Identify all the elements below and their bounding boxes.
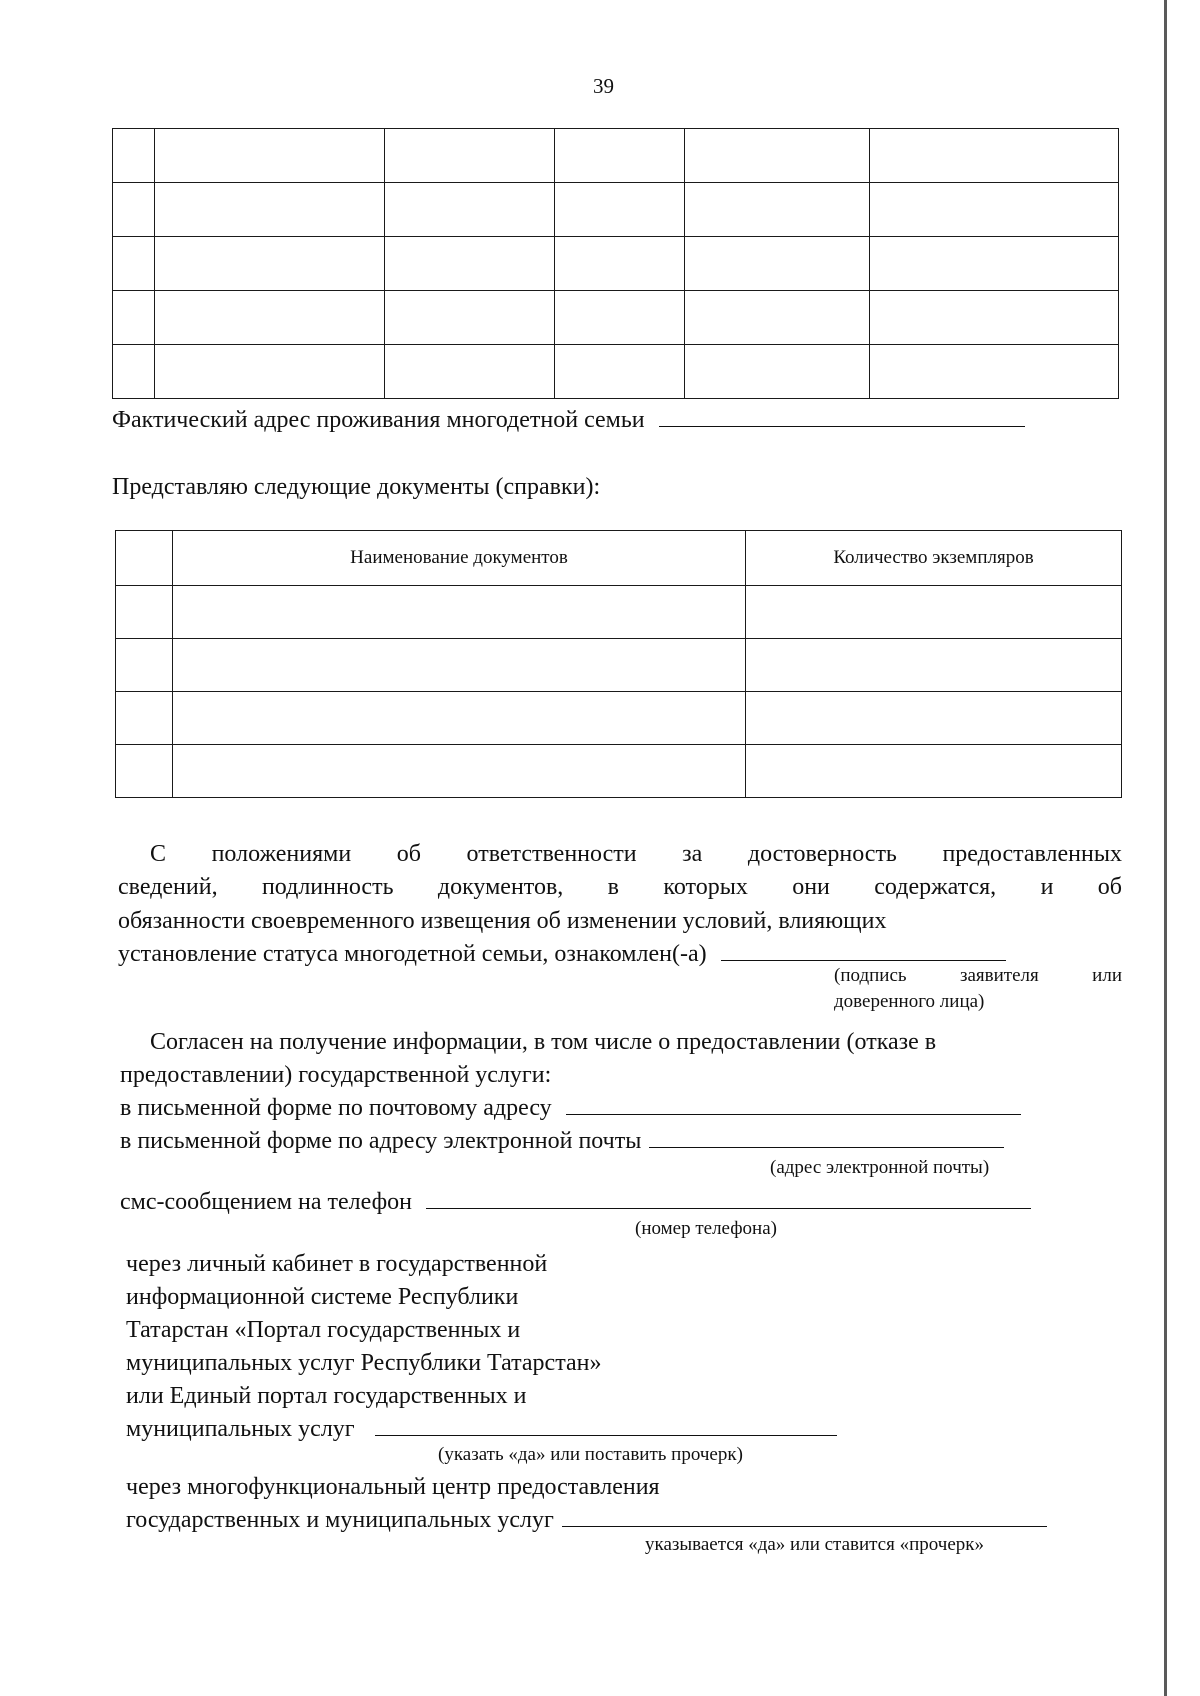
table-cell[interactable] <box>870 129 1119 183</box>
column-header-name: Наименование документов <box>173 531 746 586</box>
table-row <box>113 345 1119 399</box>
table-cell[interactable] <box>870 237 1119 291</box>
table-cell[interactable] <box>155 129 385 183</box>
table-cell[interactable] <box>385 129 555 183</box>
table-cell[interactable] <box>116 639 173 692</box>
portal-line-4: муниципальных услуг Республики Татарстан» <box>126 1350 602 1376</box>
table-cell[interactable] <box>385 291 555 345</box>
table-cell[interactable] <box>113 129 155 183</box>
portal-hint: (указать «да» или поставить прочерк) <box>438 1444 743 1465</box>
consent-mfc-row <box>126 1505 1047 1535</box>
responsibility-line-4: установление статуса многодетной семьи, ознакомлен(-а) <box>118 941 707 967</box>
table-cell[interactable] <box>555 183 685 237</box>
table-cell[interactable] <box>173 745 746 798</box>
signature-hint-line-2: доверенного лица) <box>834 991 985 1012</box>
table-cell[interactable] <box>746 692 1122 745</box>
family-members-table <box>112 128 1119 399</box>
table-cell[interactable] <box>685 129 870 183</box>
portal-line-3: Татарстан «Портал государственных и <box>126 1317 521 1343</box>
table-cell[interactable] <box>116 586 173 639</box>
consent-line-2: предоставлении) государственной услуги: <box>120 1062 552 1088</box>
email-hint: (адрес электронной почты) <box>770 1157 990 1178</box>
signature-hint-line-1: (подпись заявителя или <box>834 965 1122 986</box>
table-cell[interactable] <box>555 345 685 399</box>
consent-sms-row <box>120 1187 1031 1217</box>
mfc-line-2: государственных и муниципальных услуг <box>126 1507 554 1533</box>
documents-table <box>115 530 1122 798</box>
table-row <box>113 291 1119 345</box>
consent-sms-label: смс-сообщением на телефон <box>120 1189 412 1215</box>
responsibility-line-2: сведений, подлинность документов, в которых они содержатся, и об <box>118 874 1122 900</box>
column-header-count: Количество экземпляров <box>746 531 1122 586</box>
table-cell[interactable] <box>113 237 155 291</box>
mfc-answer-blank[interactable] <box>562 1525 1047 1527</box>
postal-address-blank[interactable] <box>566 1113 1021 1115</box>
portal-line-5: или Единый портал государственных и <box>126 1383 527 1409</box>
table-cell[interactable] <box>116 692 173 745</box>
table-cell[interactable] <box>685 183 870 237</box>
table-header-cell <box>116 531 173 586</box>
table-cell[interactable] <box>113 183 155 237</box>
table-cell[interactable] <box>746 586 1122 639</box>
table-cell[interactable] <box>173 639 746 692</box>
portal-answer-blank[interactable] <box>375 1434 837 1436</box>
consent-portal-row <box>126 1414 837 1444</box>
table-cell[interactable] <box>385 345 555 399</box>
table-cell[interactable] <box>746 639 1122 692</box>
page-number: 39 <box>593 74 614 98</box>
table-cell[interactable] <box>155 291 385 345</box>
address-label: Фактический адрес проживания многодетной семьи <box>112 407 645 433</box>
table-cell[interactable] <box>385 237 555 291</box>
mfc-line-1: через многофункциональный центр предоставления <box>126 1474 660 1500</box>
email-address-blank[interactable] <box>649 1146 1004 1148</box>
consent-postal-row <box>120 1093 1021 1123</box>
responsibility-line-3: обязанности своевременного извещения об изменении условий, влияющих <box>118 908 887 934</box>
table-cell[interactable] <box>113 291 155 345</box>
signature-blank[interactable] <box>721 959 1006 961</box>
table-row <box>116 639 1122 692</box>
table-cell[interactable] <box>113 345 155 399</box>
portal-line-6: муниципальных услуг <box>126 1416 355 1442</box>
table-cell[interactable] <box>155 183 385 237</box>
documents-heading: Представляю следующие документы (справки): <box>112 474 601 500</box>
table-cell[interactable] <box>685 291 870 345</box>
table-cell[interactable] <box>870 183 1119 237</box>
table-cell[interactable] <box>870 291 1119 345</box>
consent-email-row <box>120 1126 1004 1156</box>
table-row <box>113 183 1119 237</box>
sms-hint: (номер телефона) <box>635 1218 777 1239</box>
address-blank[interactable] <box>659 425 1025 427</box>
table-row <box>113 237 1119 291</box>
consent-postal-label: в письменной форме по почтовому адресу <box>120 1095 552 1121</box>
table-row <box>116 745 1122 798</box>
table-cell[interactable] <box>746 745 1122 798</box>
page-edge-line <box>1164 0 1167 1696</box>
table-row <box>116 586 1122 639</box>
table-cell[interactable] <box>555 291 685 345</box>
table-cell[interactable] <box>116 745 173 798</box>
table-header-row <box>116 531 1122 586</box>
table-cell[interactable] <box>555 237 685 291</box>
table-cell[interactable] <box>173 586 746 639</box>
responsibility-line-1: С положениями об ответственности за достоверность предоставленных <box>150 841 1122 867</box>
mfc-hint: указывается «да» или ставится «прочерк» <box>645 1534 985 1555</box>
table-cell[interactable] <box>385 183 555 237</box>
table-row <box>116 692 1122 745</box>
consent-email-label: в письменной форме по адресу электронной почты <box>120 1128 642 1154</box>
address-row <box>112 405 1025 435</box>
portal-line-2: информационной системе Республики <box>126 1284 519 1310</box>
table-cell[interactable] <box>155 237 385 291</box>
table-cell[interactable] <box>155 345 385 399</box>
table-row <box>113 129 1119 183</box>
consent-line-1: Согласен на получение информации, в том числе о предоставлении (отказе в <box>150 1029 937 1055</box>
portal-line-1: через личный кабинет в государственной <box>126 1251 548 1277</box>
table-cell[interactable] <box>685 237 870 291</box>
table-cell[interactable] <box>870 345 1119 399</box>
table-cell[interactable] <box>685 345 870 399</box>
table-cell[interactable] <box>555 129 685 183</box>
table-cell[interactable] <box>173 692 746 745</box>
phone-number-blank[interactable] <box>426 1207 1031 1209</box>
